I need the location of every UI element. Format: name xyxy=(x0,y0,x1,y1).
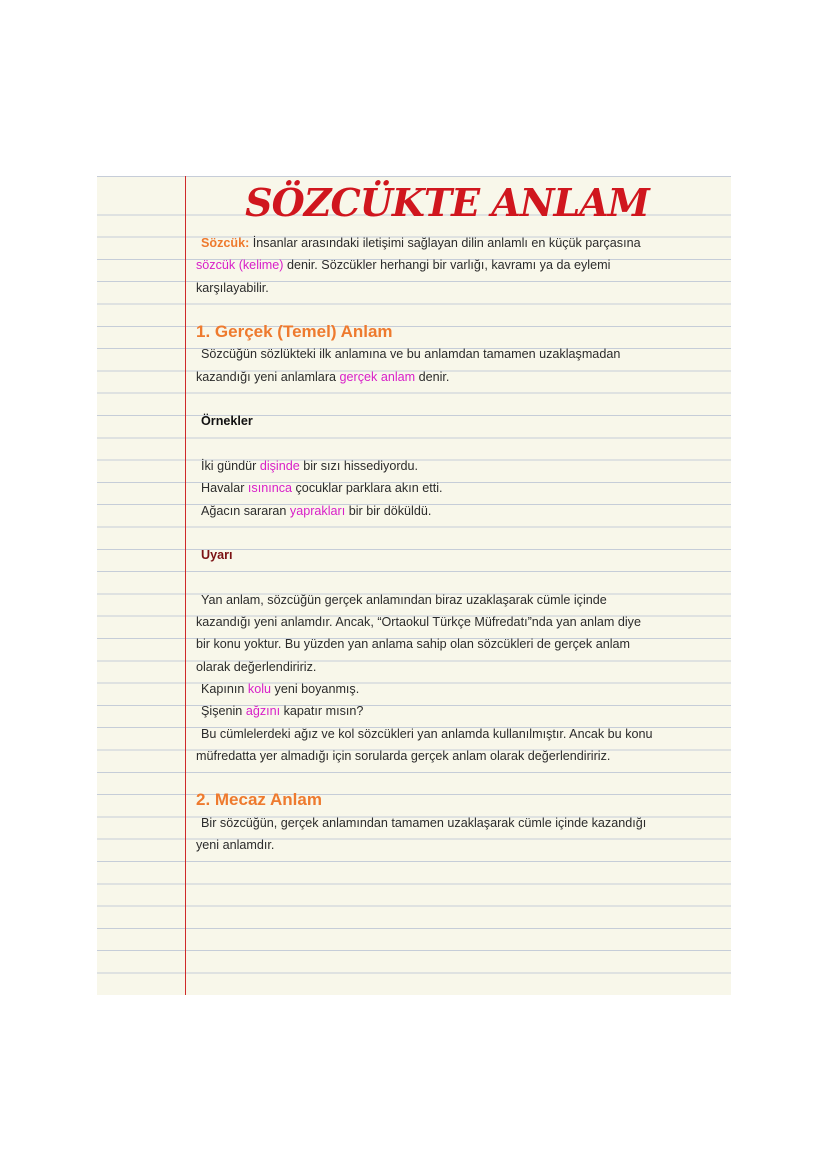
section-1-highlight: gerçek anlam xyxy=(339,369,416,384)
section-1-heading: 1. Gerçek (Temel) Anlam xyxy=(196,322,393,342)
definition-line-2: sözcük (kelime) denir. Sözcükler herhangi bir varlığı, kavramı ya da eylemi xyxy=(196,258,611,273)
warning-line: olarak değerlendiririz. xyxy=(196,659,317,674)
warning-heading: Uyarı xyxy=(201,548,233,563)
example-item: Ağacın sararan yaprakları bir bir döküldü. xyxy=(201,503,432,518)
warning-example: Kapının kolu yeni boyanmış. xyxy=(201,681,360,696)
section-2-line-2: yeni anlamdır. xyxy=(196,838,275,853)
page-title xyxy=(245,176,649,232)
example-item: Havalar ısınınca çocuklar parklara akın etti. xyxy=(201,481,443,496)
warning-note: müfredatta yer almadığı için sorularda gerçek anlam olarak değerlendiririz. xyxy=(196,748,611,763)
section-1-line-1: Sözcüğün sözlükteki ilk anlamına ve bu anlamdan tamamen uzaklaşmadan xyxy=(201,347,621,362)
definition-label: Sözcük: xyxy=(201,236,250,250)
warning-example: Şişenin ağzını kapatır mısın? xyxy=(201,704,364,719)
content xyxy=(196,232,716,856)
definition-line-1: Sözcük: İnsanlar arasındaki iletişimi sağlayan dilin anlamlı en küçük parçasına xyxy=(201,236,641,250)
section-1-line-2: kazandığı yeni anlamlara gerçek anlam denir. xyxy=(196,369,450,384)
definition-line-3: karşılayabilir. xyxy=(196,280,269,295)
warning-note: Bu cümlelerdeki ağız ve kol sözcükleri yan anlamda kullanılmıştır. Ancak bu konu xyxy=(201,726,653,741)
warning-line: bir konu yoktur. Bu yüzden yan anlama sahip olan sözcükleri de gerçek anlam xyxy=(196,637,631,652)
warning-line: kazandığı yeni anlamdır. Ancak, “Ortaokul Türkçe Müfredatı”nda yan anlam diye xyxy=(196,615,641,630)
example-item: İki gündür dişinde bir sızı hissediyordu. xyxy=(201,458,419,473)
section-2-line-1: Bir sözcüğün, gerçek anlamından tamamen uzaklaşarak cümle içinde kazandığı xyxy=(201,815,647,830)
notebook-page xyxy=(97,176,731,995)
section-2-heading: 2. Mecaz Anlam xyxy=(196,790,322,810)
margin-line xyxy=(185,176,186,995)
examples-heading: Örnekler xyxy=(201,414,253,429)
warning-line: Yan anlam, sözcüğün gerçek anlamından biraz uzaklaşarak cümle içinde xyxy=(201,592,607,607)
page-title-text: SÖZCÜKTE ANLAM xyxy=(245,180,649,225)
definition-highlight: sözcük (kelime) xyxy=(196,258,284,273)
